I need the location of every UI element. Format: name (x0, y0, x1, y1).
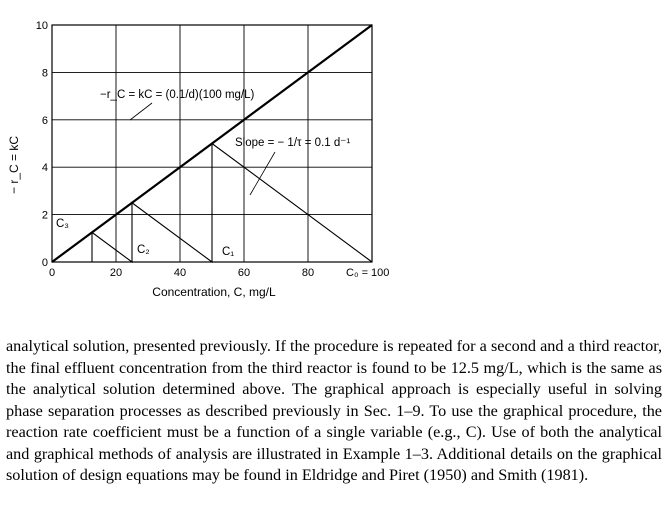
y-tick-0: 0 (41, 257, 48, 269)
y-tick-4: 4 (41, 162, 48, 175)
staircase-line (92, 144, 372, 263)
tick-labels (36, 20, 314, 279)
c0-label: C₀ = 100 (346, 267, 390, 279)
y-tick-2: 2 (41, 209, 48, 222)
leader-lines (130, 103, 275, 195)
y-tick-6: 6 (41, 114, 48, 127)
x-tick-60: 60 (237, 267, 251, 279)
y-axis-label: − r_C = kC (7, 135, 21, 195)
rate-line-label: −r_C = kC = (0.1/d)(100 mg/L) (100, 89, 255, 101)
y-tick-8: 8 (41, 67, 48, 80)
stage-label-c2: C₂ (137, 244, 150, 256)
x-tick-20: 20 (109, 267, 123, 279)
x-tick-40: 40 (173, 267, 187, 279)
slope-label-leader (250, 152, 275, 195)
stage-label-c3: C₃ (56, 218, 69, 230)
y-tick-10: 10 (35, 20, 48, 32)
x-axis-label: Concentration, C, mg/L (152, 285, 276, 299)
stage-label-c1: C₁ (222, 246, 235, 258)
x-tick-0: 0 (48, 267, 56, 279)
rate-label-leader (130, 103, 152, 120)
slope-label: Slope = − 1/τ = 0.1 d⁻¹ (235, 137, 351, 149)
body-paragraph: analytical solution, presented previously. If the procedure is repeated for a second and a third reactor, the final effluent concentration from the third reactor is found to be 12.5 mg/L, which is the same as the analytical solution determined above. The graphical approach is especially useful in solving phase separation processes as described previously in Sec. 1–9. To use the graphical procedure, the reaction rate coefficient must be a function of a single variable (e.g., C). Use of both the analytical and graphical methods of analysis are illustrated in Example 1–3. Additional details on the graphical solution of design equations may be found in Eldridge and Piret (1950) and Smith (1981). (6, 337, 662, 484)
x-tick-80: 80 (301, 267, 315, 279)
